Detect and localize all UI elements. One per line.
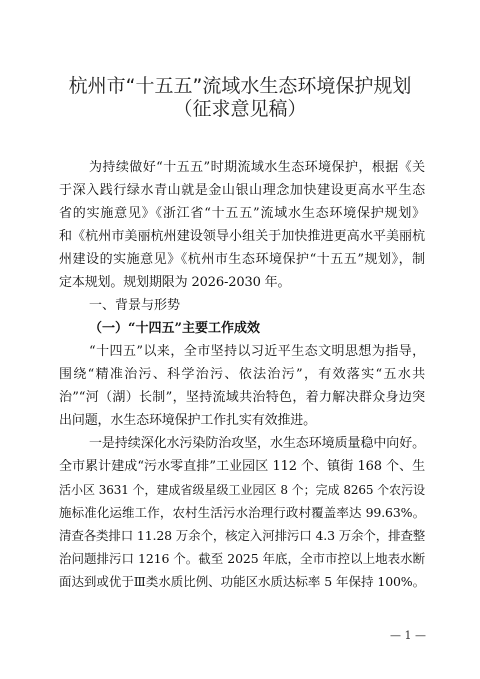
text-line: 面达到或优于Ⅲ类水质比例、功能区水质达标率 5 年保持 100%。 (59, 574, 425, 589)
text-line: 一是持续深化水污染防治攻坚，水生态环境质量稳中向好。 (89, 436, 425, 451)
text-line: 定本规划。规划期限为 2026-2030 年。 (59, 275, 291, 290)
text-line: 活小区 3631 个，建成省级星级工业园区 8 个；完成 8265 个农污设 (59, 483, 425, 497)
text-line: “十四五”以来，全市坚持以习近平生态文明思想为指导， (89, 344, 425, 359)
subsection-heading: （一）“十四五”主要工作成效 (89, 321, 260, 336)
text-line: 施标准化运维工作，农村生活污水治理行政村覆盖率达 99.63%。 (59, 505, 425, 520)
text-line: 和《杭州市美丽杭州建设领导小组关于加快推进更高水平美丽杭 (59, 229, 425, 244)
text-line: 省的实施意见》《浙江省“十五五”流域水生态环境保护规划》 (59, 206, 425, 221)
page-number: — 1 — (390, 629, 426, 642)
document-subtitle: （征求意见稿） (173, 98, 307, 120)
document-title: 杭州市“十五五”流域水生态环境保护规划 (68, 75, 412, 97)
text-line: 为持续做好“十五五”时期流域水生态环境保护，根据《关 (89, 160, 425, 175)
text-line: 州建设的实施意见》《杭州市生态环境保护“十五五”规划》，制 (59, 252, 425, 267)
text-line: 治问题排污口 1216 个。截至 2025 年底，全市市控以上地表水断 (59, 551, 425, 566)
text-line: 围绕“精准治污、科学治污、依法治污”，有效落实“五水共 (59, 367, 425, 382)
text-line: 出问题，水生态环境保护工作扎实有效推进。 (59, 413, 317, 428)
text-line: 清查各类排口 11.28 万余个，核定入河排污口 4.3 万余个，排查整 (59, 528, 425, 543)
text-line: 全市累计建成“污水零直排”工业园区 112 个、镇街 168 个、生 (59, 459, 425, 474)
section-heading: 一、背景与形势 (89, 298, 181, 313)
text-line: 治”“河（湖）长制”，坚持流域共治特色，着力解决群众身边突 (59, 390, 425, 405)
text-line: 于深入践行绿水青山就是金山银山理念加快建设更高水平生态 (59, 183, 425, 198)
